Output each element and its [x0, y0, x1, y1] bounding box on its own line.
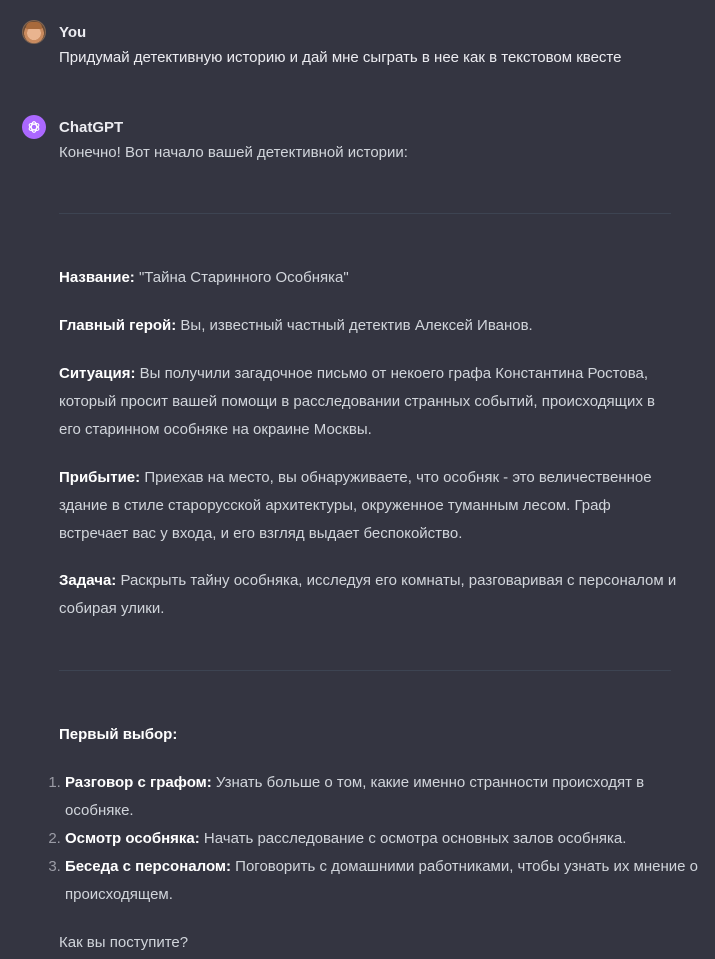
user-avatar: [22, 20, 46, 44]
choice-item: [65, 769, 705, 825]
field-hero: [59, 312, 679, 340]
field-label: Задача:: [59, 572, 117, 589]
field-label: Название:: [59, 269, 135, 286]
openai-logo-icon: [22, 115, 46, 139]
user-message: [22, 20, 715, 72]
choice-item: [65, 853, 705, 909]
divider: [59, 670, 671, 671]
field-text: Приехав на место, вы обнаруживаете, что особняк - это величественное здание в стиле старорусской архитектуры, окруженное туманным лесом. Граф встречает вас у входа, и его взгляд выдает беспокойство.: [59, 469, 652, 542]
field-label: Главный герой:: [59, 317, 177, 334]
divider: [59, 213, 671, 214]
choice-label: Беседа с персоналом:: [65, 858, 232, 875]
field-arrival: [59, 464, 679, 548]
choice-heading: [59, 721, 679, 749]
assistant-message-header: [22, 115, 715, 139]
field-text: Раскрыть тайну особняка, исследуя его комнаты, разговаривая с персоналом и собирая улики.: [59, 572, 677, 617]
field-label: Прибытие:: [59, 469, 141, 486]
choice-text: Узнать больше о том, какие именно странности происходят в особняке.: [65, 774, 645, 819]
user-name: You: [59, 23, 87, 41]
choice-label: Разговор с графом:: [65, 774, 212, 791]
closing-question: Как вы поступите?: [59, 934, 189, 951]
choice-item: [65, 825, 705, 853]
field-text: Вы получили загадочное письмо от некоего графа Константина Ростова, который просит вашей помощи в расследовании странных событий, происходящих в его старинном особняке на окраине Москвы.: [59, 365, 655, 438]
user-message-text: Придумай детективную историю и дай мне сыграть в нее как в текстовом квесте: [59, 49, 622, 66]
field-label: Ситуация:: [59, 365, 136, 382]
field-text: Вы, известный частный детектив Алексей Иванов.: [176, 317, 533, 334]
choice-text: Поговорить с домашними работниками, чтобы узнать их мнение о происходящем.: [65, 858, 698, 903]
assistant-message: [22, 115, 715, 167]
field-situation: [59, 360, 679, 444]
assistant-intro: Конечно! Вот начало вашей детективной истории:: [59, 144, 408, 161]
assistant-name: ChatGPT: [59, 118, 124, 136]
choice-heading-text: Первый выбор:: [59, 726, 178, 743]
choice-text: Начать расследование с осмотра основных залов особняка.: [199, 830, 627, 847]
choice-label: Осмотр особняка:: [65, 830, 200, 847]
field-task: [59, 567, 679, 623]
field-text: "Тайна Старинного Особняка": [134, 269, 349, 286]
choices-list: [40, 769, 705, 909]
user-message-header: [22, 20, 715, 44]
field-title: [59, 264, 679, 292]
